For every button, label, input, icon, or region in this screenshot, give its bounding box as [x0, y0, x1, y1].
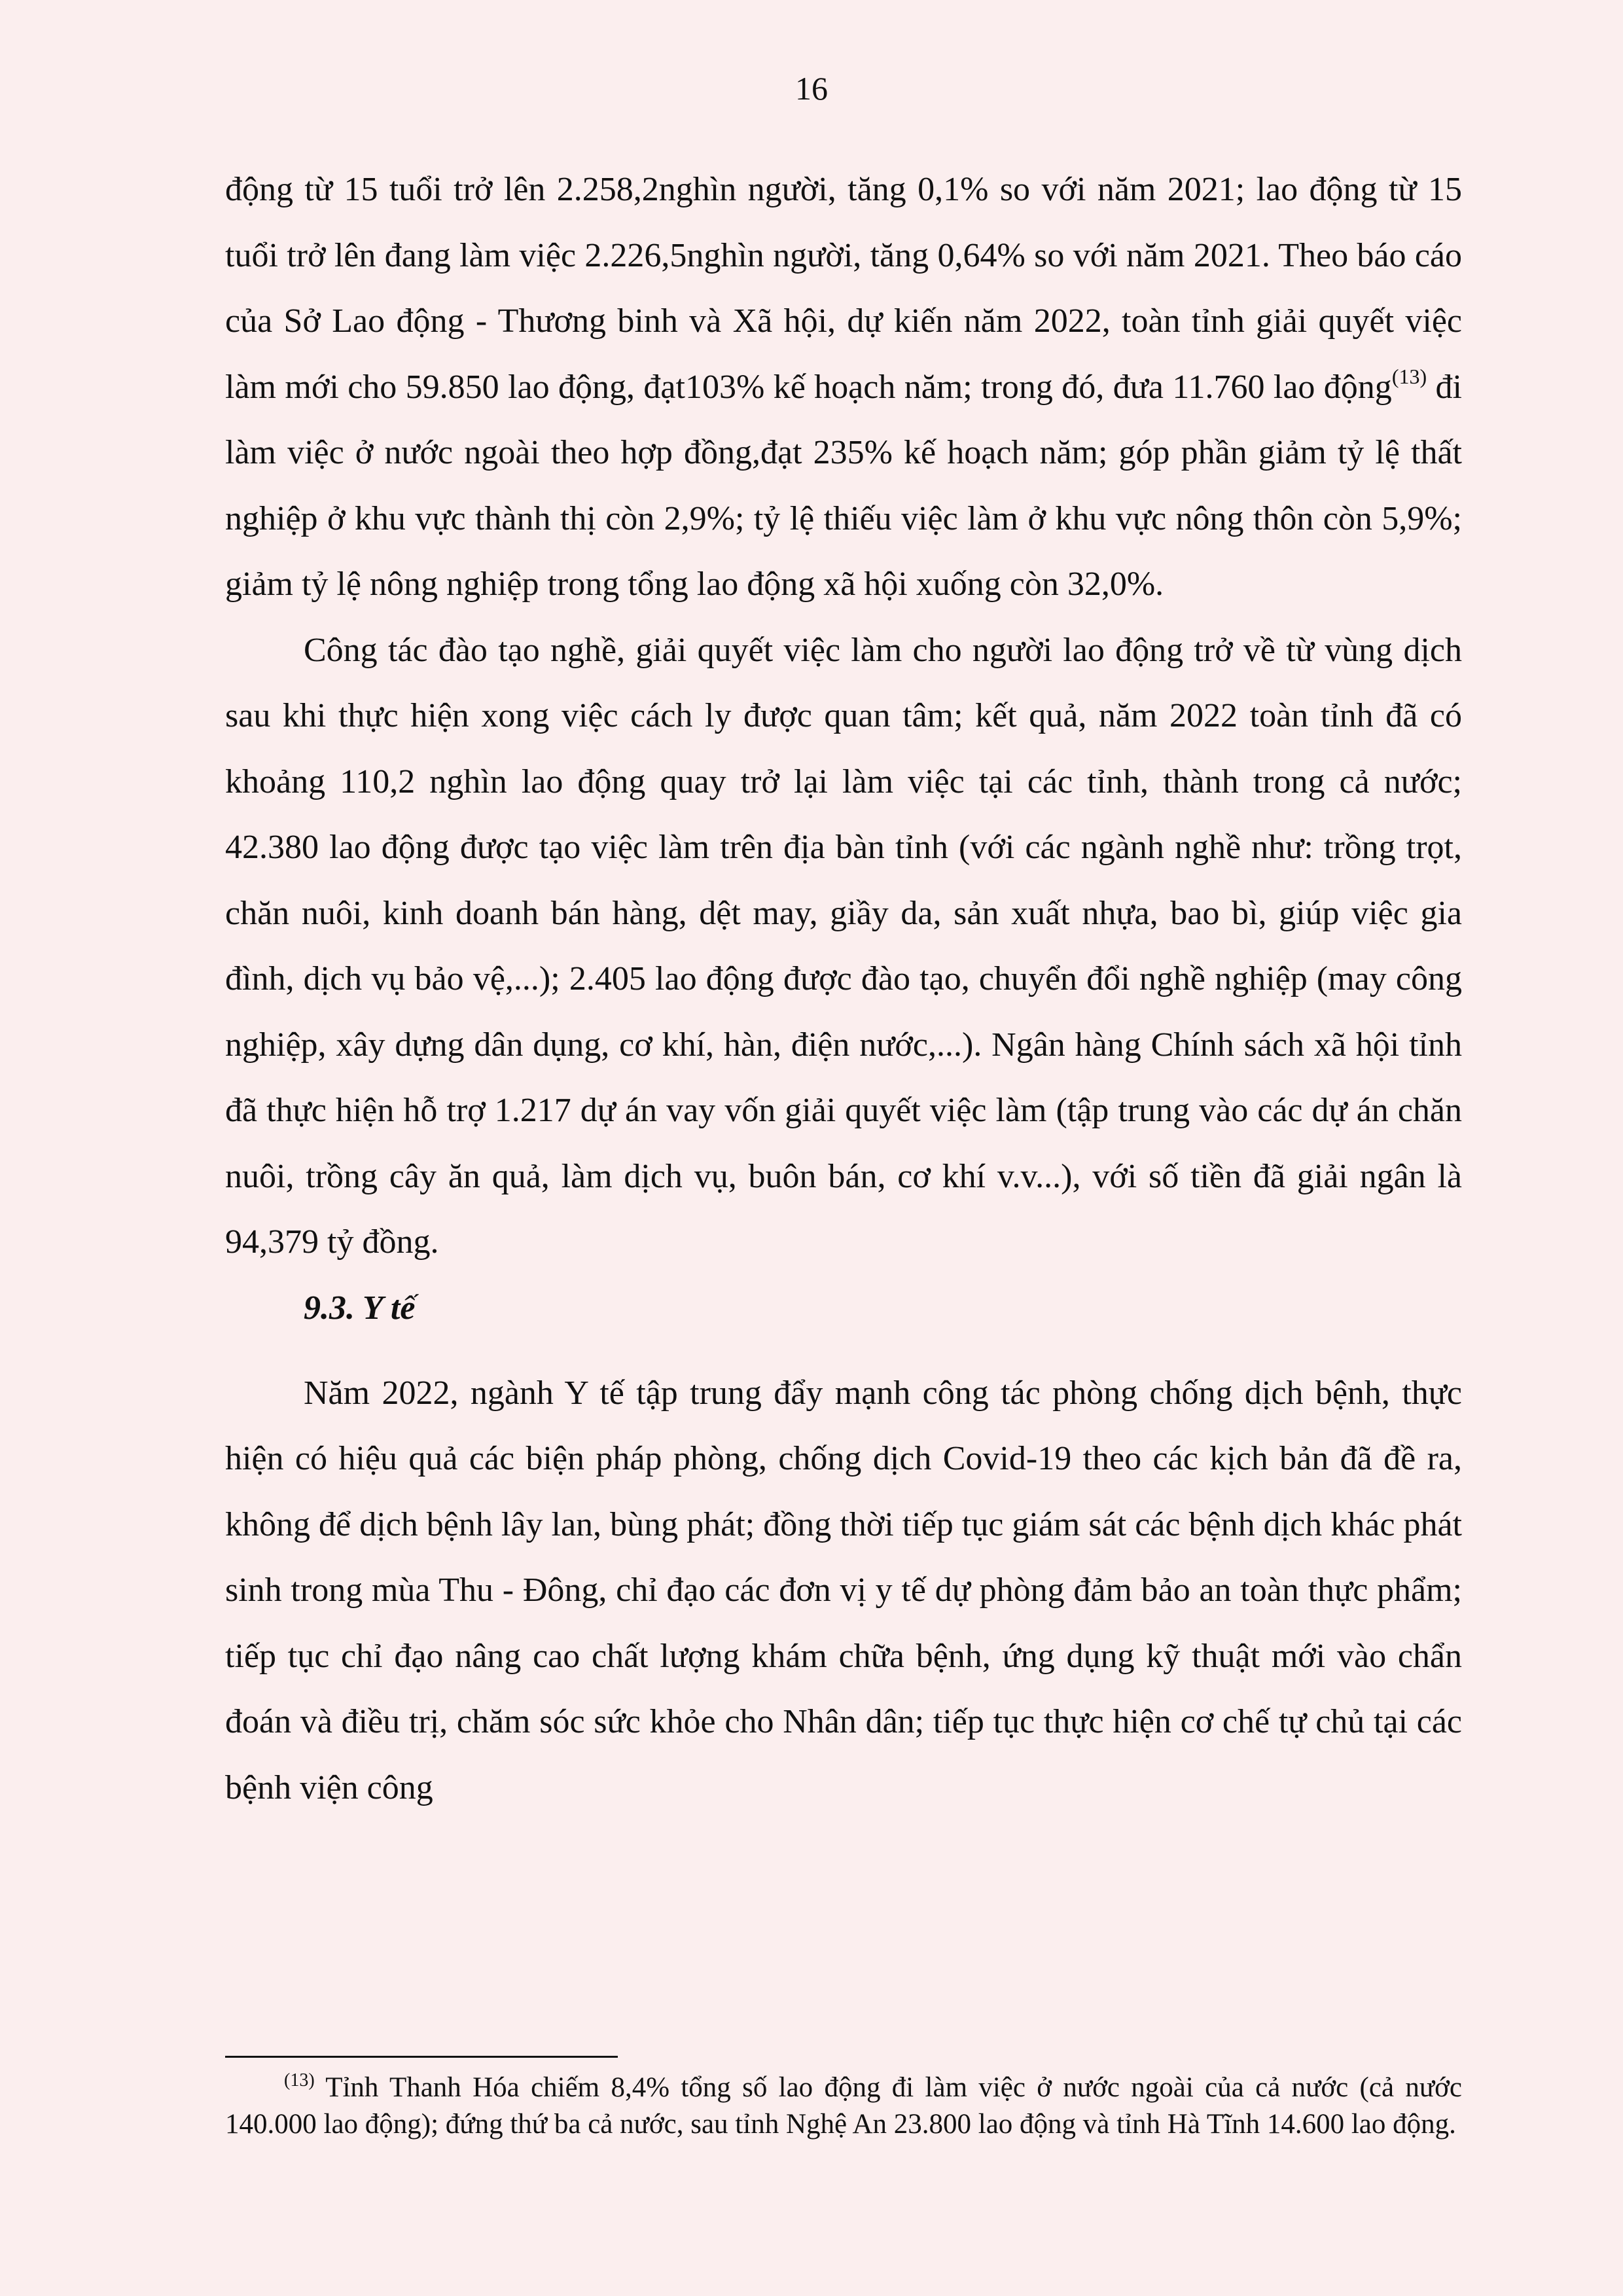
paragraph-vocational-training: Công tác đào tạo nghề, giải quyết việc làm cho người lao động trở về từ vùng dịch sau khi thực hiện xong việc cách ly được quan tâm; kết quả, năm 2022 toàn tỉnh đã có khoảng 110,2 nghìn lao động quay trở lại làm việc tại các tỉnh, thành trong cả nước; 42.380 lao động được tạo việc làm trên địa bàn tỉnh (với các ngành nghề như: trồng trọt, chăn nuôi, kinh doanh bán hàng, dệt may, giầy da, sản xuất nhựa, bao bì, giúp việc gia đình, dịch vụ bảo vệ,...); 2.405 lao động được đào tạo, chuyển đổi nghề nghiệp (may công nghiệp, xây dựng dân dụng, cơ khí, hàn, điện nước,...). Ngân hàng Chính sách xã hội tỉnh đã thực hiện hỗ trợ 1.217 dự án vay vốn giải quyết việc làm (tập trung vào các dự án chăn nuôi, trồng cây ăn quả, làm dịch vụ, buôn bán, cơ khí v.v...), với số tiền đã giải ngân là 94,379 tỷ đồng. — [225, 631, 1462, 1261]
footnote-13 — [225, 2070, 1462, 2143]
footnote-text: Tỉnh Thanh Hóa chiếm 8,4% tổng số lao động đi làm việc ở nước ngoài của cả nước (cả nước 140.000 lao động); đứng thứ ba cả nước, sau tỉnh Nghệ An 23.800 lao động và tỉnh Hà Tĩnh 14.600 lao động. — [225, 2072, 1462, 2140]
body-text — [225, 157, 1462, 1821]
paragraph-health: Năm 2022, ngành Y tế tập trung đẩy mạnh công tác phòng chống dịch bệnh, thực hiện có hiệu quả các biện pháp phòng, chống dịch Covid-19 theo các kịch bản đã đề ra, không để dịch bệnh lây lan, bùng phát; đồng thời tiếp tục giám sát các bệnh dịch khác phát sinh trong mùa Thu - Đông, chỉ đạo các đơn vị y tế dự phòng đảm bảo an toàn thực phẩm; tiếp tục chỉ đạo nâng cao chất lượng khám chữa bệnh, ứng dụng kỹ thuật mới vào chẩn đoán và điều trị, chăm sóc sức khỏe cho Nhân dân; tiếp tục thực hiện cơ chế tự chủ tại các bệnh viện công — [225, 1374, 1462, 1806]
section-heading-health: 9.3. Y tế — [304, 1289, 416, 1327]
footnote-reference[interactable]: (13) — [1391, 364, 1427, 388]
page-number: 16 — [795, 70, 828, 107]
paragraph-employment-text: động từ 15 tuổi trở lên 2.258,2nghìn người, tăng 0,1% so với năm 2021; lao động từ 15 tuổi trở lên đang làm việc 2.226,5nghìn người, tăng 0,64% so với năm 2021. Theo báo cáo của Sở Lao động - Thương binh và Xã hội, dự kiến năm 2022, toàn tỉnh giải quyết việc làm mới cho 59.850 lao động, đạt103% kế hoạch năm; trong đó, đưa 11.760 lao động — [225, 171, 1462, 406]
footnote-divider — [225, 2056, 618, 2058]
paragraph-employment — [225, 157, 1462, 618]
paragraph-employment-text-continued: đi làm việc ở nước ngoài theo hợp đồng,đạt 235% kế hoạch năm; góp phần giảm tỷ lệ thất nghiệp ở khu vực thành thị còn 2,9%; tỷ lệ thiếu việc làm ở khu vực nông thôn còn 5,9%; giảm tỷ lệ nông nghiệp trong tổng lao động xã hội xuống còn 32,0%. — [225, 368, 1462, 603]
footnote-marker: (13) — [284, 2070, 315, 2090]
footnote — [225, 2070, 1462, 2143]
